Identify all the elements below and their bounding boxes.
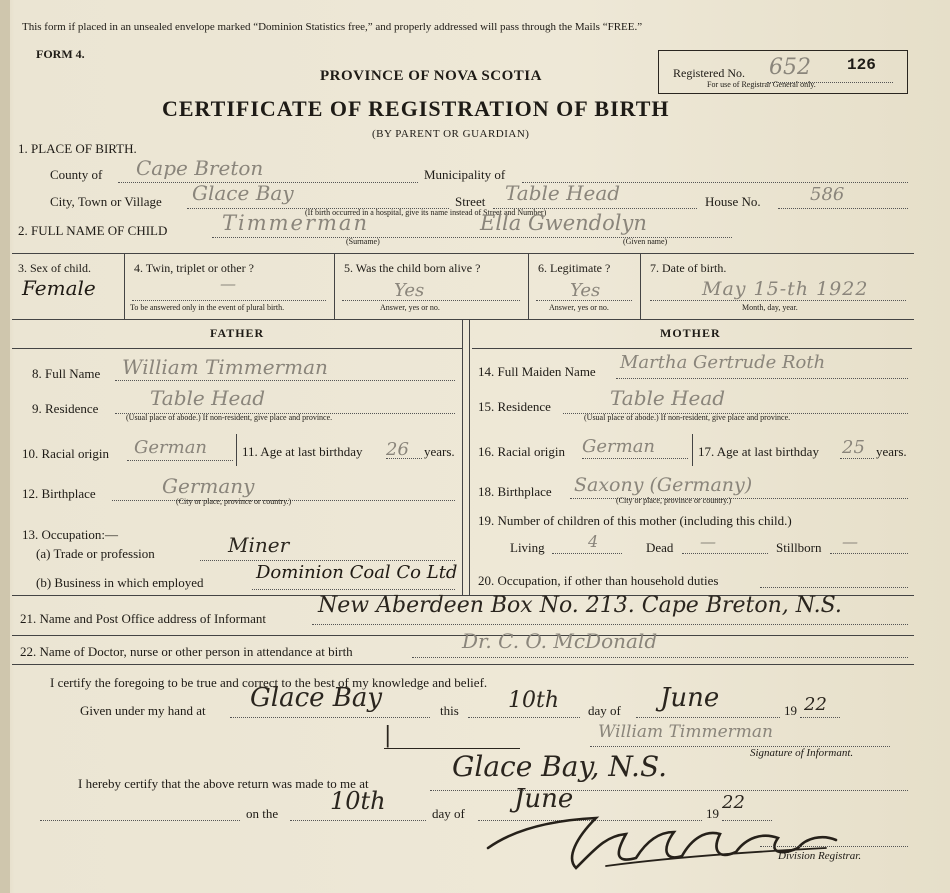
surname-caption: (Surname)	[346, 237, 380, 246]
mother-racial-label: 16. Racial origin	[478, 444, 566, 459]
mother-residence-note: (Usual place of abode.) If non-resident, give place and province.	[584, 413, 791, 422]
registry-box	[658, 50, 908, 94]
doctor-value: Dr. C. O. McDonald	[462, 629, 658, 653]
given-under-hand-label: Given under my hand at	[80, 703, 206, 718]
father-age-label: 11. Age at last birthday	[242, 444, 363, 459]
mother-residence-value: Table Head	[610, 386, 726, 410]
registrar-year-prefix: 19	[706, 806, 719, 821]
stillborn-value: —	[842, 532, 858, 551]
informant-mark: |	[384, 723, 392, 748]
father-birthplace-label: 12. Birthplace	[22, 486, 96, 501]
mother-years: years.	[876, 444, 907, 459]
mother-residence-label: 15. Residence	[478, 399, 551, 414]
sex-label: 3. Sex of child.	[18, 261, 91, 275]
alive-note: Answer, yes or no.	[380, 303, 440, 312]
registry-handwritten-number: 652	[769, 55, 811, 80]
certificate-subtitle: (BY PARENT OR GUARDIAN)	[372, 128, 530, 140]
registry-stamped-number: 126	[847, 56, 876, 74]
registrar-day-of-label: day of	[432, 806, 465, 821]
mother-age-label: 17. Age at last birthday	[698, 444, 819, 459]
county-label: County of	[50, 167, 103, 182]
father-racial-value: German	[134, 437, 208, 458]
informant-label: 21. Name and Post Office address of Informant	[20, 611, 266, 626]
birth-date-label: 7. Date of birth.	[650, 261, 727, 275]
given-day-value: 10th	[508, 688, 560, 713]
sex-value: Female	[22, 276, 96, 300]
father-business-label: (b) Business in which employed	[36, 575, 204, 590]
given-year-value: 22	[804, 694, 827, 715]
father-residence-value: Table Head	[150, 386, 266, 410]
given-year-prefix: 19	[784, 703, 797, 718]
registrar-day-value: 10th	[330, 787, 386, 815]
registrar-on-label: on the	[246, 806, 279, 821]
mother-age-value: 25	[842, 437, 865, 458]
certificate-title: CERTIFICATE OF REGISTRATION OF BIRTH	[162, 96, 670, 121]
mother-birthplace-value: Saxony (Germany)	[574, 474, 753, 496]
birth-date-value: May 15-th 1922	[702, 278, 869, 300]
this-label: this	[440, 703, 459, 718]
municipality-label: Municipality of	[424, 167, 506, 182]
child-given-names: Ella Gwendolyn	[480, 211, 647, 235]
twin-note: To be answered only in the event of plural birth.	[130, 303, 285, 312]
informant-signature-caption: Signature of Informant.	[750, 747, 854, 759]
mother-heading: MOTHER	[660, 326, 721, 340]
house-value: 586	[810, 184, 845, 205]
given-place-value: Glace Bay	[250, 683, 383, 713]
child-surname: Timmerman	[222, 211, 369, 235]
mother-birthplace-note: (City or place, province or country.)	[616, 496, 732, 505]
twin-label: 4. Twin, triplet or other ?	[134, 261, 254, 275]
city-value: Glace Bay	[192, 181, 294, 205]
street-value: Table Head	[505, 181, 621, 205]
legitimate-value: Yes	[570, 280, 601, 301]
city-label: City, Town or Village	[50, 194, 162, 209]
county-value: Cape Breton	[136, 156, 264, 180]
mother-maiden-label: 14. Full Maiden Name	[478, 364, 596, 379]
registrar-year-value: 22	[722, 792, 745, 813]
father-occupation-label: 13. Occupation:—	[22, 527, 119, 542]
binding-edge	[0, 0, 10, 893]
father-name-label: 8. Full Name	[32, 366, 101, 381]
dead-value: —	[700, 532, 716, 551]
registrar-place-value: Glace Bay, N.S.	[452, 750, 668, 783]
father-birthplace-value: Germany	[162, 474, 255, 498]
father-trade-label: (a) Trade or profession	[36, 546, 155, 561]
registry-label: Registered No.	[673, 66, 745, 80]
doctor-label: 22. Name of Doctor, nurse or other person in attendance at birth	[20, 644, 353, 659]
living-value: 4	[588, 532, 599, 551]
dead-label: Dead	[646, 540, 674, 555]
birth-date-note: Month, day, year.	[742, 303, 798, 312]
father-heading: FATHER	[210, 326, 265, 340]
registrar-month-value: June	[514, 784, 574, 814]
father-residence-label: 9. Residence	[32, 401, 99, 416]
legitimate-note: Answer, yes or no.	[549, 303, 609, 312]
given-month-value: June	[660, 683, 720, 713]
given-caption: (Given name)	[623, 237, 668, 246]
stillborn-label: Stillborn	[776, 540, 822, 555]
province-heading: PROVINCE OF NOVA SCOTIA	[320, 68, 542, 84]
mother-occupation-label: 20. Occupation, if other than household duties	[478, 573, 719, 588]
hospital-note: (If birth occurred in a hospital, give its name instead of Street and Number)	[305, 208, 547, 217]
mother-birthplace-label: 18. Birthplace	[478, 484, 552, 499]
living-label: Living	[510, 540, 545, 555]
certify-statement: I certify the foregoing to be true and correct to the best of my knowledge and belief.	[50, 675, 488, 690]
father-birthplace-note: (City or place, province or country.)	[176, 497, 292, 506]
alive-label: 5. Was the child born alive ?	[344, 261, 481, 275]
given-day-of-label: day of	[588, 703, 621, 718]
mother-maiden-value: Martha Gertrude Roth	[620, 352, 826, 373]
father-business-value: Dominion Coal Co Ltd	[256, 562, 458, 583]
street-label: Street	[455, 194, 486, 209]
registrar-caption: Division Registrar.	[778, 850, 862, 862]
mother-children-label: 19. Number of children of this mother (including this child.)	[478, 513, 792, 528]
twin-value: —	[220, 274, 236, 293]
informant-value: New Aberdeen Box No. 213. Cape Breton, N.S.	[318, 593, 842, 618]
place-of-birth-heading: 1. PLACE OF BIRTH.	[18, 141, 137, 156]
form-number: FORM 4.	[36, 47, 85, 61]
alive-value: Yes	[394, 280, 425, 301]
father-residence-note: (Usual place of abode.) If non-resident, give place and province.	[126, 413, 333, 422]
registrar-statement: I hereby certify that the above return was made to me at	[78, 776, 369, 791]
father-name-value: William Timmerman	[122, 355, 328, 379]
registry-note: For use of Registrar General only.	[707, 80, 816, 89]
legitimate-label: 6. Legitimate ?	[538, 261, 611, 275]
father-years: years.	[424, 444, 455, 459]
mail-note: This form if placed in an unsealed envelope marked “Dominion Statistics free,” and properly addressed will pass through the Mails “FREE.”	[22, 21, 643, 33]
father-racial-label: 10. Racial origin	[22, 446, 110, 461]
child-name-label: 2. FULL NAME OF CHILD	[18, 223, 168, 238]
father-trade-value: Miner	[228, 533, 290, 557]
mother-racial-value: German	[582, 436, 656, 457]
house-label: House No.	[705, 194, 761, 209]
informant-signature-value: William Timmerman	[598, 722, 773, 742]
father-age-value: 26	[386, 439, 409, 460]
registrar-signature	[486, 808, 866, 878]
